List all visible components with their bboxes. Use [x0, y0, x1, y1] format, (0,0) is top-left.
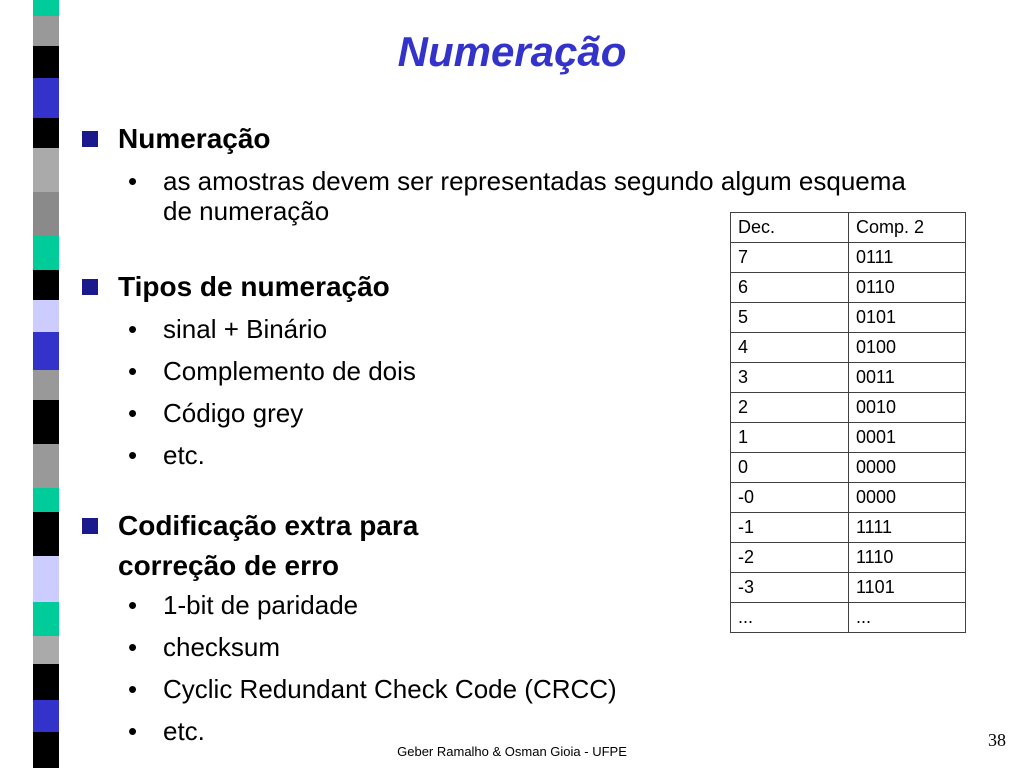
table-cell: -3: [731, 573, 849, 603]
table-cell: 4: [731, 333, 849, 363]
slide-title: Numeração: [397, 28, 627, 75]
table-row: [731, 453, 966, 483]
table-cell: 0: [731, 453, 849, 483]
table-cell: 5: [731, 303, 849, 333]
twos-complement-table: [730, 212, 966, 633]
table-cell: -0: [731, 483, 849, 513]
table-row: [731, 483, 966, 513]
list-item: • Código grey: [128, 398, 304, 428]
table-cell: ...: [731, 603, 849, 633]
table-cell: 0100: [849, 333, 966, 363]
table-row: [731, 303, 966, 333]
table-row: [731, 423, 966, 453]
table-row: [731, 393, 966, 423]
list-item: • sinal + Binário: [128, 314, 328, 344]
table-cell: 1101: [849, 573, 966, 603]
table-cell: 7: [731, 243, 849, 273]
table-cell: -1: [731, 513, 849, 543]
section-heading-tipos: Tipos de numeração: [82, 270, 390, 304]
table-cell: 0101: [849, 303, 966, 333]
table-cell: ...: [849, 603, 966, 633]
list-item: • as amostras devem ser representadas segundo algum esquema de numeração: [128, 166, 906, 226]
bullet-icon: •: [128, 590, 138, 620]
section-heading-codificacao: Codificação extra para correção de erro: [82, 506, 522, 586]
table-cell: 0111: [849, 243, 966, 273]
slide-footer: Geber Ramalho & Osman Gioia - UFPE: [397, 744, 627, 759]
bullet-icon: •: [128, 440, 138, 470]
bullet-list-codificacao: [128, 590, 728, 746]
table-cell: 0110: [849, 273, 966, 303]
table-cell: 6: [731, 273, 849, 303]
square-bullet-icon: [82, 518, 98, 534]
table-row: [731, 603, 966, 633]
table-cell: 0001: [849, 423, 966, 453]
table-row: [731, 573, 966, 603]
bullet-icon: •: [128, 674, 138, 704]
table-cell: -2: [731, 543, 849, 573]
table-cell: 0011: [849, 363, 966, 393]
table-cell: 0000: [849, 453, 966, 483]
table-row: [731, 243, 966, 273]
list-item: • Cyclic Redundant Check Code (CRCC): [128, 674, 617, 704]
bullet-icon: •: [128, 632, 138, 662]
table-cell: 0000: [849, 483, 966, 513]
list-item: • 1-bit de paridade: [128, 590, 359, 620]
list-item: • Complemento de dois: [128, 356, 416, 386]
table-cell: 1111: [849, 513, 966, 543]
bullet-list-tipos: [128, 314, 688, 470]
table-row: [731, 543, 966, 573]
list-item: • etc.: [128, 716, 205, 746]
bullet-icon: •: [128, 356, 138, 386]
table-row: [731, 363, 966, 393]
bullet-icon: •: [128, 398, 138, 428]
table-row: [731, 333, 966, 363]
table-cell: 3: [731, 363, 849, 393]
table-row: [731, 513, 966, 543]
table-cell: 1: [731, 423, 849, 453]
page-number: 38: [988, 730, 1006, 750]
square-bullet-icon: [82, 279, 98, 295]
bullet-icon: •: [128, 314, 138, 344]
list-item: • checksum: [128, 632, 281, 662]
decorative-stripe: [0, 0, 72, 768]
table-row: [731, 273, 966, 303]
bullet-icon: •: [128, 166, 138, 196]
table-header-row: [731, 213, 966, 243]
table-cell: 0010: [849, 393, 966, 423]
table-header-cell: Comp. 2: [849, 213, 966, 243]
table-cell: 2: [731, 393, 849, 423]
table-cell: 1110: [849, 543, 966, 573]
bullet-icon: •: [128, 716, 138, 746]
list-item: • etc.: [128, 440, 205, 470]
section-heading-numeracao: Numeração: [82, 122, 271, 156]
table-header-cell: Dec.: [731, 213, 849, 243]
square-bullet-icon: [82, 131, 98, 147]
